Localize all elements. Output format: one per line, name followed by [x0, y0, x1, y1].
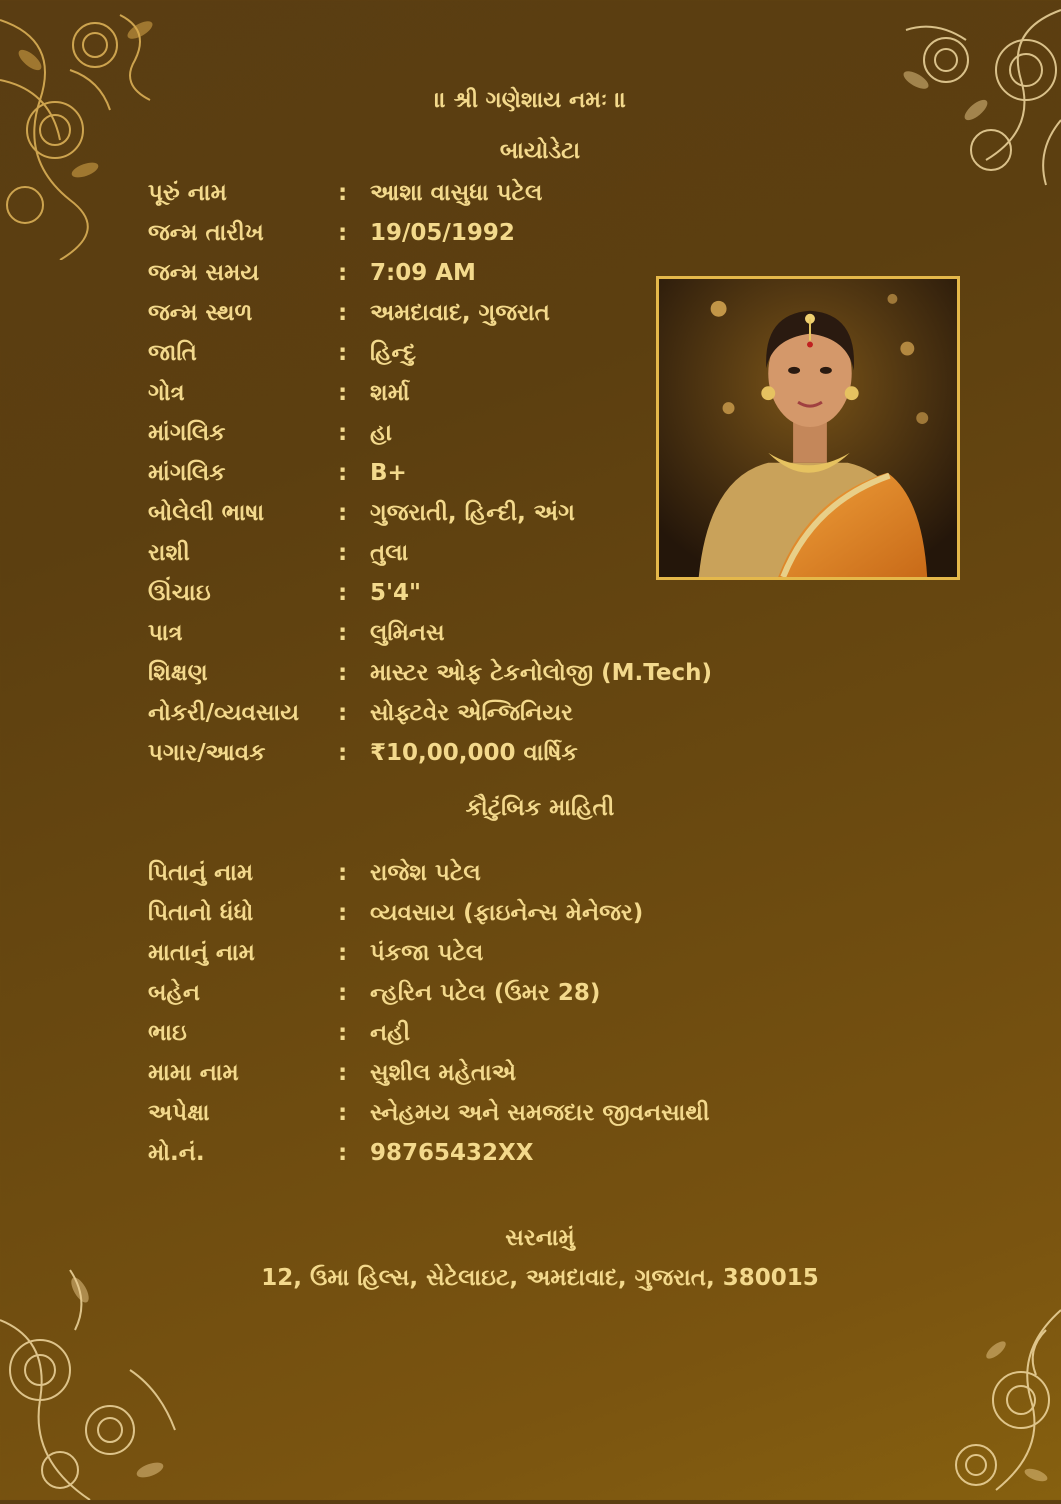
row-label: પિતાનું નામ	[148, 860, 254, 886]
family-details-list	[148, 853, 848, 1173]
family-row-brother	[148, 1013, 848, 1053]
bio-row-full-name	[148, 173, 848, 213]
row-value: 5'4"	[370, 580, 422, 606]
row-value: લુમિનસ	[370, 620, 445, 646]
row-colon: :	[338, 1020, 348, 1046]
row-value: તુલા	[370, 540, 409, 566]
row-colon: :	[338, 180, 348, 206]
row-colon: :	[338, 1100, 348, 1126]
row-label: મો.નં.	[148, 1140, 205, 1166]
row-label: પગાર/આવક	[148, 740, 266, 766]
row-label: જન્મ સ્થળ	[148, 300, 253, 326]
floral-corner-bottom-right-icon	[936, 1290, 1061, 1500]
row-value: ન્હરિન પટેલ (ઉમર 28)	[370, 980, 601, 1006]
row-value: માસ્ટર ઓફ ટેકનોલોજી (M.Tech)	[370, 660, 713, 686]
row-value: અમદાવાદ, ગુજરાત	[370, 300, 550, 326]
row-value: હા	[370, 420, 392, 446]
row-colon: :	[338, 1060, 348, 1086]
family-row-expectation	[148, 1093, 848, 1133]
family-row-maternal-uncle	[148, 1053, 848, 1093]
row-colon: :	[338, 340, 348, 366]
row-label: માંગલિક	[148, 460, 226, 486]
row-value: શર્મા	[370, 380, 410, 406]
row-value: વ્યવસાય (ફાઇનેન્સ મેનેજર)	[370, 900, 644, 926]
row-label: પૂરું નામ	[148, 180, 227, 206]
row-colon: :	[338, 700, 348, 726]
row-value: પંકજા પટેલ	[370, 940, 484, 966]
row-label: માંગલિક	[148, 420, 226, 446]
row-colon: :	[338, 220, 348, 246]
family-row-mobile	[148, 1133, 848, 1173]
bio-row-education	[148, 653, 848, 693]
row-label: નોકરી/વ્યવસાય	[148, 700, 300, 726]
row-label: જન્મ તારીખ	[148, 220, 264, 246]
row-value: સોફ્ટવેર એન્જિનિયર	[370, 700, 574, 726]
portrait-photo-icon	[659, 279, 957, 577]
row-value: હિન્દુ	[370, 340, 416, 366]
row-value: ગુજરાતી, હિન્દી, અંગ	[370, 500, 575, 526]
row-colon: :	[338, 940, 348, 966]
row-value: સુશીલ મહેતાએ	[370, 1060, 517, 1086]
bio-row-complexion	[148, 613, 848, 653]
row-label: જાતિ	[148, 340, 197, 366]
row-label: માતાનું નામ	[148, 940, 255, 966]
row-colon: :	[338, 980, 348, 1006]
row-value: આશા વાસુધા પટેલ	[370, 180, 543, 206]
row-colon: :	[338, 1140, 348, 1166]
row-colon: :	[338, 620, 348, 646]
row-label: બોલેલી ભાષા	[148, 500, 265, 526]
family-row-father-name	[148, 853, 848, 893]
row-colon: :	[338, 300, 348, 326]
row-label: શિક્ષણ	[148, 660, 208, 686]
row-value: 7:09 AM	[370, 260, 476, 286]
row-label: બહેન	[148, 980, 200, 1006]
row-value: B+	[370, 460, 407, 486]
row-colon: :	[338, 500, 348, 526]
row-colon: :	[338, 460, 348, 486]
row-label: પિતાનો ધંધો	[148, 900, 254, 926]
biodata-title: બાયોડેટા	[499, 138, 581, 164]
floral-corner-bottom-left-icon	[0, 1260, 185, 1500]
invocation-heading: ॥ શ્રી ગણેશાય નમઃ ॥	[434, 88, 627, 113]
row-value: સ્નેહમય અને સમજદાર જીવનસાથી	[370, 1100, 710, 1126]
address-text: 12, ઉમા હિલ્સ, સેટેલાઇટ, અમદાવાદ, ગુજરાત, 380015	[261, 1265, 819, 1291]
family-row-mother-name	[148, 933, 848, 973]
row-value: રાજેશ પટેલ	[370, 860, 481, 886]
bio-row-occupation	[148, 693, 848, 733]
profile-photo	[656, 276, 960, 580]
family-row-father-occupation	[148, 893, 848, 933]
row-value: નહી	[370, 1020, 411, 1046]
row-colon: :	[338, 380, 348, 406]
row-label: રાશી	[148, 540, 190, 566]
row-label: ગોત્ર	[148, 380, 185, 406]
row-label: ભાઇ	[148, 1020, 187, 1046]
row-label: અપેક્ષા	[148, 1100, 210, 1126]
row-label: મામા નામ	[148, 1060, 239, 1086]
row-label: પાત્ર	[148, 620, 183, 646]
row-colon: :	[338, 660, 348, 686]
row-label: જન્મ સમય	[148, 260, 260, 286]
row-colon: :	[338, 900, 348, 926]
family-row-sister	[148, 973, 848, 1013]
row-colon: :	[338, 540, 348, 566]
row-value: 98765432XX	[370, 1140, 534, 1166]
row-label: ઊંચાઇ	[148, 580, 211, 606]
row-colon: :	[338, 420, 348, 446]
row-colon: :	[338, 860, 348, 886]
row-colon: :	[338, 580, 348, 606]
bio-row-income	[148, 733, 848, 773]
address-title: સરનામું	[505, 1225, 575, 1251]
family-title: કૌટુંબિક માહિતી	[465, 795, 615, 821]
row-colon: :	[338, 260, 348, 286]
bio-row-birth-date	[148, 213, 848, 253]
row-colon: :	[338, 740, 348, 766]
row-value: ₹10,00,000 વાર્ષિક	[370, 740, 578, 766]
row-value: 19/05/1992	[370, 220, 515, 246]
